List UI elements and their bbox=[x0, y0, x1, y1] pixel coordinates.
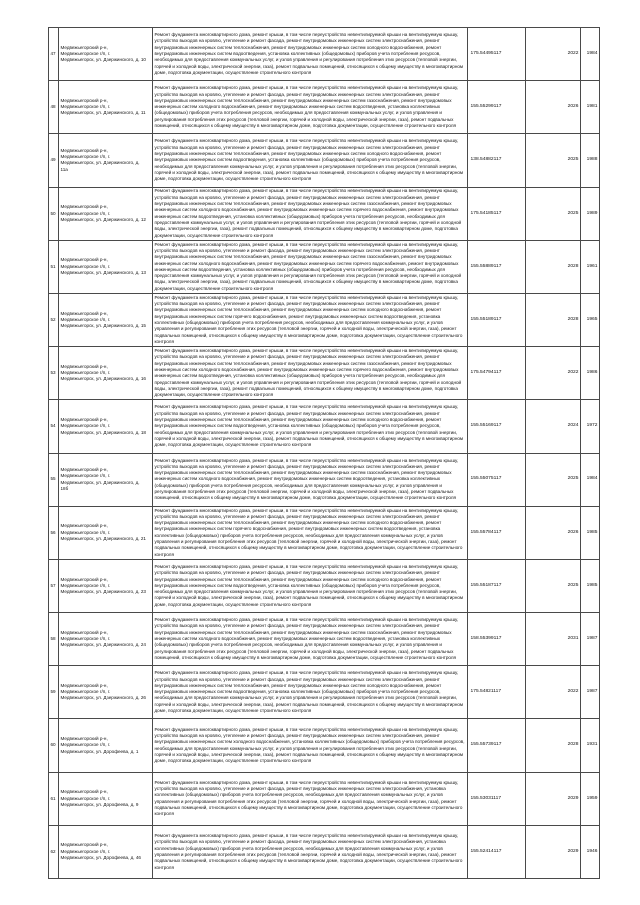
plan-year-cell bbox=[526, 294, 581, 347]
address-line: Медвежьегорское г/п, г. bbox=[60, 50, 111, 56]
row-number-cell bbox=[49, 28, 59, 81]
code-cell bbox=[468, 826, 526, 879]
address bbox=[61, 683, 151, 702]
table-row bbox=[49, 826, 600, 879]
row-number-cell bbox=[49, 347, 59, 400]
built-year: 1986 bbox=[586, 370, 598, 376]
code-value: 175.54495117 bbox=[470, 50, 502, 56]
works-text: Ремонт фундамента многоквартирного дома, ремонт крыши, в том числе переустройство невентилируемой крыши на вентилируемую крышу, устройство выходов на кровлю, утепление и ремонт фасада, ремонт внутридомовых инженерных систем электроснабжения, ремонт внутридомовых инженерных систем теплоснабжения, ремонт внутридомовых инженерных систем холодного водоснабжения, ремонт внутридомовых инженерных систем водоотведения, установка коллективных (общедомовых) приборов учета потребления ресурсов, необходимых для предоставления коммунальных услуг, и узлов управления и регулирования потребления этих ресурсов (тепловой энергии, горячей и холодной воды, электрической энергии, газа), ремонт подвальных помещений, относящихся к общему имуществу в многоквартирном доме, подготовка документации, осуществление строительного контроля bbox=[154, 404, 464, 448]
plan-year-cell bbox=[526, 134, 581, 187]
works-cell bbox=[153, 188, 468, 241]
address-cell bbox=[59, 613, 153, 666]
built-year: 1984 bbox=[586, 476, 598, 482]
works-cell bbox=[153, 719, 468, 772]
row-number: 55 bbox=[50, 476, 56, 482]
plan-year-cell bbox=[526, 719, 581, 772]
address-line: Медвежьегорский р-н, bbox=[60, 97, 108, 103]
built-year: 1972 bbox=[586, 423, 598, 429]
works-text: Ремонт фундамента многоквартирного дома, ремонт крыши, в том числе переустройство невентилируемой крыши на вентилируемую крышу, устройство выходов на кровлю, утепление и ремонт фасада, ремонт внутридомовых инженерных систем электроснабжения, ремонт внутридомовых инженерных систем теплоснабжения, ремонт внутридомовых инженерных систем газоснабжения, ремонт внутридомовых инженерных систем холодного водоснабжения, ремонт внутридомовых инженерных систем водоотведения, установка коллективных (общедомовых) приборов учета потребления ресурсов, необходимых для предоставления коммунальных услуг, и узлов управления и регулирования потребления этих ресурсов (тепловой энергии, горячей и холодной воды, электрической энергии, газа), ремонт подвальных помещений, относящихся к общему имуществу в многоквартирном доме, подготовка документации, осуществление строительного контроля bbox=[154, 85, 459, 129]
address-line: Медвежьегорский р-н, bbox=[60, 44, 108, 50]
plan-year: 2028 bbox=[567, 263, 579, 269]
row-number-cell bbox=[49, 241, 59, 294]
plan-year: 2029 bbox=[567, 848, 579, 854]
works-cell bbox=[153, 347, 468, 400]
address-cell bbox=[59, 454, 153, 507]
code-cell bbox=[468, 560, 526, 613]
code-cell bbox=[468, 507, 526, 560]
built-year-cell bbox=[581, 560, 600, 613]
code-cell bbox=[468, 666, 526, 719]
address-line: Медвежьегорское г/п, г. bbox=[60, 795, 111, 801]
works-cell bbox=[153, 454, 468, 507]
works-text: Ремонт фундамента многоквартирного дома, ремонт крыши, в том числе переустройство невентилируемой крыши на вентилируемую крышу, устройство выходов на кровлю, утепление и ремонт фасада, ремонт внутридомовых инженерных систем электроснабжения, ремонт внутридомовых инженерных систем теплоснабжения, ремонт внутридомовых инженерных систем холодного водоснабжения, ремонт внутридомовых инженерных систем горячего водоснабжения, ремонт внутридомовых инженерных систем водоотведения, установка коллективных (общедомовых) приборов учета потребления ресурсов, необходимых для предоставления коммунальных услуг, и узлов управления и регулирования потребления этих ресурсов (тепловой энергии, горячей и холодной воды, электрической энергии, газа), ремонт подвальных помещений, относящихся к общему имуществу в многоквартирном доме, подготовка документации, осуществление строительного контроля bbox=[154, 507, 463, 557]
plan-year: 2029 bbox=[567, 795, 579, 801]
address-line: Медвежьегорский р-н, bbox=[60, 363, 108, 369]
address-line: Медвежьегорское г/п, г. bbox=[60, 529, 111, 535]
built-year: 1988 bbox=[586, 157, 598, 163]
address bbox=[61, 630, 151, 649]
code-cell bbox=[468, 294, 526, 347]
address-cell bbox=[59, 826, 153, 879]
plan-year-cell bbox=[526, 507, 581, 560]
works-text: Ремонт фундамента многоквартирного дома, ремонт крыши, в том числе переустройство невентилируемой крыши на вентилируемую крышу, устройство выходов на кровлю, утепление и ремонт фасада, ремонт внутридомовых инженерных систем электроснабжения, ремонт внутридомовых инженерных систем теплоснабжения, ремонт внутридомовых инженерных систем холодного водоснабжения, ремонт внутридомовых инженерных систем водоотведения, установка коллективных (общедомовых) приборов учета потребления ресурсов, необходимых для предоставления коммунальных услуг, и узлов управления и регулирования потребления этих ресурсов (тепловой энергии, горячей и холодной воды, электрической энергии, газа), ремонт подвальных помещений, относящихся к общему имуществу в многоквартирном доме, подготовка документации, осуществление строительного контроля bbox=[154, 563, 464, 607]
built-year: 1981 bbox=[586, 104, 598, 110]
works-text: Ремонт фундамента многоквартирного дома, ремонт крыши, в том числе переустройство невентилируемой крыши на вентилируемую крышу, устройство выходов на кровлю, утепление и ремонт фасада, ремонт внутридомовых инженерных систем электроснабжения, ремонт внутридомовых инженерных систем теплоснабжения, ремонт внутридомовых инженерных систем газоснабжения, ремонт внутридомовых инженерных систем холодного водоснабжения, ремонт внутридомовых инженерных систем горячего водоснабжения, ремонт внутридомовых инженерных систем водоотведения, установка коллективных (общедомовых) приборов учета потребления ресурсов, необходимых для предоставления коммунальных услуг, и узлов управления и регулирования потребления этих ресурсов (тепловой энергии, горячей и холодной воды, электрической энергии, газа), ремонт подвальных помещений, относящихся к общему имуществу в многоквартирном доме, подготовка документации, осуществление строительного контроля bbox=[154, 188, 462, 238]
address-cell bbox=[59, 81, 153, 134]
built-year-cell bbox=[581, 294, 600, 347]
table-row bbox=[49, 719, 600, 772]
built-year-cell bbox=[581, 28, 600, 81]
table-row bbox=[49, 188, 600, 241]
works-text: Ремонт фундамента многоквартирного дома, ремонт крыши, в том числе переустройство невентилируемой крыши на вентилируемую крышу, устройство выходов на кровлю, утепление и ремонт фасада, ремонт внутридомовых инженерных систем электроснабжения, ремонт внутридомовых инженерных систем теплоснабжения, ремонт внутридомовых инженерных систем холодного водоснабжения, ремонт внутридомовых инженерных систем водоотведения, установка коллективных (общедомовых) приборов учета потребления ресурсов, необходимых для предоставления коммунальных услуг, и узлов управления и регулирования потребления этих ресурсов (тепловой энергии, горячей и холодной воды, электрической энергии, газа), ремонт подвальных помещений, относящихся к общему имуществу в многоквартирном доме, подготовка документации, осуществление строительного контроля bbox=[154, 670, 464, 714]
row-number-cell bbox=[49, 773, 59, 826]
address-cell bbox=[59, 560, 153, 613]
plan-year: 2022 bbox=[567, 50, 579, 56]
address-line: Медвежьегорск, ул. Дорофеева, д. 9 bbox=[60, 801, 139, 807]
plan-year-cell bbox=[526, 241, 581, 294]
table-row bbox=[49, 560, 600, 613]
built-year: 1946 bbox=[586, 848, 598, 854]
plan-year-cell bbox=[526, 826, 581, 879]
row-number-cell bbox=[49, 826, 59, 879]
code-value: 155.55889117 bbox=[470, 263, 502, 269]
address-cell bbox=[59, 400, 153, 453]
address bbox=[61, 736, 151, 755]
built-year: 1987 bbox=[586, 689, 598, 695]
works-text: Ремонт фундамента многоквартирного дома, ремонт крыши, в том числе переустройство невентилируемой крыши на вентилируемую крышу, устройство выходов на кровлю, утепление и ремонт фасада, ремонт внутридомовых инженерных систем электроснабжения, ремонт внутридомовых инженерных систем теплоснабжения, ремонт внутридомовых инженерных систем холодного водоснабжения, ремонт внутридомовых инженерных систем водоотведения, установка коллективных (общедомовых) приборов учета потребления ресурсов, необходимых для предоставления коммунальных услуг, и узлов управления и регулирования потребления этих ресурсов (тепловой энергии, горячей и холодной воды, электрической энергии, газа), ремонт подвальных помещений, относящихся к общему имуществу в многоквартирном доме, подготовка документации, осуществление строительного контроля bbox=[154, 32, 464, 75]
built-year: 1961 bbox=[586, 263, 598, 269]
address-line: Медвежьегорск, ул. Дзержинского, д. 12 bbox=[60, 216, 146, 222]
code-value: 155.55169117 bbox=[470, 423, 502, 429]
address-cell bbox=[59, 294, 153, 347]
table-row bbox=[49, 294, 600, 347]
built-year: 1989 bbox=[586, 210, 598, 216]
row-number: 59 bbox=[50, 689, 56, 695]
address-cell bbox=[59, 773, 153, 826]
built-year: 1931 bbox=[586, 742, 598, 748]
address-cell bbox=[59, 719, 153, 772]
address bbox=[61, 311, 151, 330]
code-value: 155.52414117 bbox=[470, 848, 502, 854]
works-cell bbox=[153, 507, 468, 560]
works-text: Ремонт фундамента многоквартирного дома, ремонт крыши, в том числе переустройство невентилируемой крыши на вентилируемую крышу, устройство выходов на кровлю, утепление и ремонт фасада, ремонт внутридомовых инженерных систем электроснабжения, установка коллективных (общедомовых) приборов учета потребления ресурсов, необходимых для предоставления коммунальных услуг, и узлов управления и регулирования потребления этих ресурсов (тепловой энергии, горячей и холодной воды, электрической энергии, газа), ремонт подвальных помещений, относящихся к общему имуществу в многоквартирном доме, подготовка документации, осуществление строительного контроля bbox=[154, 779, 463, 817]
works-table bbox=[48, 27, 600, 879]
code-value: 155.55189117 bbox=[470, 316, 502, 322]
plan-year-cell bbox=[526, 454, 581, 507]
address-line: Медвежьегорское г/п, г. bbox=[60, 423, 111, 429]
address-line: Медвежьегорское г/п, г. bbox=[60, 689, 111, 695]
works-text: Ремонт фундамента многоквартирного дома, ремонт крыши, в том числе переустройство невентилируемой крыши на вентилируемую крышу, устройство выходов на кровлю, утепление и ремонт фасада, ремонт внутридомовых инженерных систем электроснабжения, установка коллективных (общедомовых) приборов учета потребления ресурсов, необходимых для предоставления коммунальных услуг, и узлов управления и регулирования потребления этих ресурсов (тепловой энергии, горячей и холодной воды, электрической энергии, газа), ремонт подвальных помещений, относящихся к общему имуществу в многоквартирном доме, подготовка документации, осуществление строительного контроля bbox=[154, 833, 463, 870]
row-number: 57 bbox=[50, 582, 56, 588]
address bbox=[61, 204, 151, 223]
works-text: Ремонт фундамента многоквартирного дома, ремонт крыши, в том числе переустройство невентилируемой крыши на вентилируемую крышу, устройство выходов на кровлю, утепление и ремонт фасада, ремонт внутридомовых инженерных систем электроснабжения, ремонт внутридомовых инженерных систем теплоснабжения, ремонт внутридомовых инженерных систем холодного водоснабжения, ремонт внутридомовых инженерных систем водоотведения, установка коллективных (общедомовых) приборов учета потребления ресурсов, необходимых для предоставления коммунальных услуг, и узлов управления и регулирования потребления этих ресурсов (тепловой энергии, горячей и холодной воды, электрической энергии, газа), ремонт подвальных помещений, относящихся к общему имуществу в многоквартирном доме, подготовка документации, осуществление строительного контроля bbox=[154, 138, 464, 182]
works-cell bbox=[153, 666, 468, 719]
code-cell bbox=[468, 613, 526, 666]
code-value: 155.55187117 bbox=[470, 582, 502, 588]
works-cell bbox=[153, 241, 468, 294]
built-year: 1985 bbox=[586, 582, 598, 588]
address-cell bbox=[59, 347, 153, 400]
address bbox=[61, 148, 151, 173]
row-number-cell bbox=[49, 719, 59, 772]
plan-year: 2028 bbox=[567, 316, 579, 322]
built-year-cell bbox=[581, 826, 600, 879]
address-cell bbox=[59, 188, 153, 241]
address bbox=[61, 523, 151, 542]
address-line: Медвежьегорск, ул. Дзержинского, д. 13 bbox=[60, 269, 146, 275]
row-number: 48 bbox=[50, 104, 56, 110]
built-year: 1965 bbox=[586, 316, 598, 322]
address-cell bbox=[59, 28, 153, 81]
works-text: Ремонт фундамента многоквартирного дома, ремонт крыши, в том числе переустройство невентилируемой крыши на вентилируемую крышу, устройство выходов на кровлю, утепление и ремонт фасада, ремонт внутридомовых инженерных систем электроснабжения, ремонт внутридомовых инженерных систем теплоснабжения, ремонт внутридомовых инженерных систем газоснабжения, ремонт внутридомовых инженерных систем холодного водоснабжения, ремонт внутридомовых инженерных систем водоотведения, установка коллективных (общедомовых) приборов учета потребления ресурсов, необходимых для предоставления коммунальных услуг, и узлов управления и регулирования потребления этих ресурсов (тепловой энергии, горячей и холодной воды, электрической энергии, газа), ремонт подвальных помещений, относящихся к общему имуществу в многоквартирном доме, подготовка документации, осуществление строительного контроля bbox=[154, 617, 459, 660]
code-cell bbox=[468, 28, 526, 81]
works-cell bbox=[153, 81, 468, 134]
address-line: Медвежьегорск, ул. Дзержинского, д. 21 bbox=[60, 535, 146, 541]
row-number: 47 bbox=[50, 50, 56, 56]
address-line: Медвежьегорское г/п, г. bbox=[60, 154, 111, 160]
code-cell bbox=[468, 81, 526, 134]
address-cell bbox=[59, 666, 153, 719]
row-number: 54 bbox=[50, 423, 56, 429]
row-number: 58 bbox=[50, 636, 56, 641]
built-year-cell bbox=[581, 241, 600, 294]
works-cell bbox=[153, 613, 468, 666]
built-year-cell bbox=[581, 773, 600, 826]
code-value: 155.55299117 bbox=[470, 104, 502, 110]
code-cell bbox=[468, 347, 526, 400]
plan-year: 2028 bbox=[567, 742, 579, 748]
address-line: Медвежьегорский р-н, bbox=[60, 523, 108, 529]
works-text: Ремонт фундамента многоквартирного дома, ремонт крыши, в том числе переустройство невентилируемой крыши на вентилируемую крышу, устройство выходов на кровлю, утепление и ремонт фасада, ремонт внутридомовых инженерных систем электроснабжения, ремонт внутридомовых инженерных систем холодного водоснабжения, установка коллективных (общедомовых) приборов учета потребления ресурсов, необходимых для предоставления коммунальных услуг, и узлов управления и регулирования потребления этих ресурсов (тепловой энергии, горячей и холодной воды, электрической энергии, газа), ремонт подвальных помещений, относящихся к общему имуществу в многоквартирном доме, подготовка документации, осуществление строительного контроля bbox=[154, 726, 465, 764]
address-cell bbox=[59, 241, 153, 294]
address-cell bbox=[59, 507, 153, 560]
plan-year: 2025 bbox=[567, 157, 579, 163]
plan-year-cell bbox=[526, 666, 581, 719]
built-year: 1985 bbox=[586, 529, 598, 535]
address-line: Медвежьегорский р-н, bbox=[60, 629, 108, 635]
address-line: Медвежьегорский р-н, bbox=[60, 682, 108, 688]
address-line: Медвежьегорский р-н, bbox=[60, 736, 108, 742]
table-row bbox=[49, 241, 600, 294]
code-value: 155.55784117 bbox=[470, 529, 502, 535]
address bbox=[61, 789, 151, 808]
address-line: Медвежьегорск, ул. Дзержинского, д. 23 bbox=[60, 589, 146, 595]
code-cell bbox=[468, 400, 526, 453]
address-line: Медвежьегорское г/п, г. bbox=[60, 848, 111, 854]
plan-year-cell bbox=[526, 28, 581, 81]
address-cell bbox=[59, 134, 153, 187]
row-number-cell bbox=[49, 613, 59, 666]
plan-year: 2022 bbox=[567, 370, 579, 376]
built-year-cell bbox=[581, 134, 600, 187]
works-cell bbox=[153, 773, 468, 826]
address-line: Медвежьегорск, ул. Дзержинского, д. 10 bbox=[60, 57, 146, 63]
address-line: Медвежьегорский р-н, bbox=[60, 576, 108, 582]
address-line: Медвежьегорский р-н, bbox=[60, 310, 108, 316]
built-year-cell bbox=[581, 347, 600, 400]
plan-year: 2025 bbox=[567, 582, 579, 588]
code-cell bbox=[468, 134, 526, 187]
plan-year: 2026 bbox=[567, 104, 579, 110]
code-cell bbox=[468, 241, 526, 294]
code-value: 175.54794117 bbox=[470, 370, 502, 376]
works-cell bbox=[153, 560, 468, 613]
built-year-cell bbox=[581, 188, 600, 241]
address-line: Медвежьегорское г/п, г. bbox=[60, 316, 111, 322]
address-line: Медвежьегорск, ул. Дзержинского, д. bbox=[60, 160, 140, 166]
built-year-cell bbox=[581, 613, 600, 666]
address-line: Медвежьегорск, ул. Дзержинского, д. 26 bbox=[60, 695, 146, 701]
address-line: Медвежьегорский р-н, bbox=[60, 147, 108, 153]
plan-year: 2024 bbox=[567, 423, 579, 429]
address bbox=[61, 364, 151, 383]
row-number-cell bbox=[49, 188, 59, 241]
table-row bbox=[49, 773, 600, 826]
address-line: Медвежьегорское г/п, г. bbox=[60, 263, 111, 269]
address-line: Медвежьегорское г/п, г. bbox=[60, 742, 111, 748]
address bbox=[61, 417, 151, 436]
row-number-cell bbox=[49, 134, 59, 187]
code-cell bbox=[468, 188, 526, 241]
address bbox=[61, 257, 151, 276]
address-line: Медвежьегорское г/п, г. bbox=[60, 104, 111, 110]
row-number: 60 bbox=[50, 742, 56, 748]
works-cell bbox=[153, 28, 468, 81]
built-year: 1987 bbox=[586, 636, 598, 641]
row-number: 56 bbox=[50, 529, 56, 535]
plan-year-cell bbox=[526, 613, 581, 666]
row-number: 49 bbox=[50, 157, 56, 163]
table-row bbox=[49, 81, 600, 134]
built-year: 1984 bbox=[586, 50, 598, 56]
plan-year-cell bbox=[526, 188, 581, 241]
code-cell bbox=[468, 719, 526, 772]
code-value: 155.53031117 bbox=[470, 795, 502, 801]
table-row bbox=[49, 400, 600, 453]
row-number-cell bbox=[49, 81, 59, 134]
row-number-cell bbox=[49, 400, 59, 453]
row-number-cell bbox=[49, 666, 59, 719]
plan-year-cell bbox=[526, 347, 581, 400]
address bbox=[61, 842, 151, 861]
built-year-cell bbox=[581, 507, 600, 560]
row-number: 51 bbox=[50, 263, 56, 269]
row-number-cell bbox=[49, 560, 59, 613]
address-line: 11а bbox=[60, 166, 68, 172]
plan-year: 2025 bbox=[567, 476, 579, 482]
works-cell bbox=[153, 826, 468, 879]
plan-year-cell bbox=[526, 560, 581, 613]
code-value: 155.55739117 bbox=[470, 742, 502, 748]
row-number: 50 bbox=[50, 210, 56, 216]
works-cell bbox=[153, 294, 468, 347]
address-line: Медвежьегорск, ул. Дзержинского, д. 24 bbox=[60, 642, 146, 648]
table-row bbox=[49, 28, 600, 81]
address-line: Медвежьегорский р-н, bbox=[60, 467, 108, 472]
plan-year: 2025 bbox=[567, 210, 579, 216]
address-line: Медвежьегорское г/п, г. bbox=[60, 473, 111, 479]
address-line: Медвежьегорск, ул. Дзержинского, д. 16 bbox=[60, 376, 146, 382]
address-line: Медвежьегорское г/п, г. bbox=[60, 210, 111, 216]
address-line: Медвежьегорский р-н, bbox=[60, 204, 108, 210]
table-row bbox=[49, 613, 600, 666]
code-value: 158.55399117 bbox=[470, 636, 502, 641]
built-year-cell bbox=[581, 81, 600, 134]
address bbox=[61, 577, 151, 596]
code-value: 138.54882117 bbox=[470, 157, 502, 163]
address-line: Медвежьегорский р-н, bbox=[60, 257, 108, 263]
plan-year: 2026 bbox=[567, 529, 579, 535]
plan-year-cell bbox=[526, 773, 581, 826]
plan-year: 2031 bbox=[567, 636, 579, 641]
address-line: Медвежьегорский р-н, bbox=[60, 789, 108, 795]
address-line: 18б bbox=[60, 485, 69, 491]
address bbox=[61, 467, 151, 492]
row-number: 53 bbox=[50, 370, 56, 376]
table-row bbox=[49, 347, 600, 400]
works-text: Ремонт фундамента многоквартирного дома, ремонт крыши, в том числе переустройство невентилируемой крыши на вентилируемую крышу, устройство выходов на кровлю, утепление и ремонт фасада, ремонт внутридомовых инженерных систем электроснабжения, ремонт внутридомовых инженерных систем теплоснабжения, ремонт внутридомовых инженерных систем газоснабжения, ремонт внутридомовых инженерных систем холодного водоснабжения, ремонт внутридомовых инженерных систем водоотведения, установка коллективных (общедомовых) приборов учета потребления ресурсов, необходимых для предоставления коммунальных услуг, и узлов управления и регулирования потребления этих ресурсов (тепловой энергии, горячей и холодной воды, электрической энергии, газа), ремонт подвальных помещений, относящихся к общему имуществу в многоквартирном доме, подготовка документации, осуществление строительного контроля bbox=[154, 457, 459, 501]
table-row bbox=[49, 134, 600, 187]
code-cell bbox=[468, 454, 526, 507]
built-year-cell bbox=[581, 454, 600, 507]
row-number: 61 bbox=[50, 795, 56, 801]
table-row bbox=[49, 454, 600, 507]
plan-year: 2022 bbox=[567, 689, 579, 695]
table-row bbox=[49, 666, 600, 719]
works-text: Ремонт фундамента многоквартирного дома, ремонт крыши, в том числе переустройство невентилируемой крыши на вентилируемую крышу, устройство выходов на кровлю, утепление и ремонт фасада, ремонт внутридомовых инженерных систем электроснабжения, ремонт внутридомовых инженерных систем теплоснабжения, ремонт внутридомовых инженерных систем газоснабжения, ремонт внутридомовых инженерных систем холодного водоснабжения, ремонт внутридомовых инженерных систем горячего водоснабжения, ремонт внутридомовых инженерных систем водоотведения, установка коллективных (общедомовых) приборов учета потребления ресурсов, необходимых для предоставления коммунальных услуг, и узлов управления и регулирования потребления этих ресурсов (тепловой энергии, горячей и холодной воды, электрической энергии, газа), ремонт подвальных помещений, относящихся к общему имуществу в многоквартирном доме, подготовка документации, осуществление строительного контроля bbox=[154, 241, 462, 291]
address-line: Медвежьегорск, ул. Дорофеева, д. 46 bbox=[60, 855, 141, 861]
address-line: Медвежьегорск, ул. Дзержинского, д. bbox=[60, 479, 140, 485]
code-cell bbox=[468, 773, 526, 826]
address-line: Медвежьегорское г/п, г. bbox=[60, 370, 111, 376]
built-year: 1959 bbox=[586, 795, 598, 801]
works-cell bbox=[153, 134, 468, 187]
table-row bbox=[49, 507, 600, 560]
address-line: Медвежьегорский р-н, bbox=[60, 842, 108, 848]
code-value: 175.54185117 bbox=[470, 210, 502, 216]
address-line: Медвежьегорск, ул. Дзержинского, д. 11 bbox=[60, 110, 146, 116]
address bbox=[61, 45, 151, 64]
address bbox=[61, 98, 151, 117]
works-text: Ремонт фундамента многоквартирного дома, ремонт крыши, в том числе переустройство невентилируемой крыши на вентилируемую крышу, устройство выходов на кровлю, утепление и ремонт фасада, ремонт внутридомовых инженерных систем электроснабжения, ремонт внутридомовых инженерных систем теплоснабжения, ремонт внутридомовых инженерных систем газоснабжения, ремонт внутридомовых инженерных систем холодного водоснабжения, ремонт внутридомовых инженерных систем горячего водоснабжения, ремонт внутридомовых инженерных систем водоотведения, установка коллективных (общедомовых) приборов учета потребления ресурсов, необходимых для предоставления коммунальных услуг, и узлов управления и регулирования потребления этих ресурсов (тепловой энергии, горячей и холодной воды, электрической энергии, газа), ремонт подвальных помещений, относящихся к общему имуществу в многоквартирном доме, подготовка документации, осуществление строительного контроля bbox=[154, 348, 462, 398]
row-number-cell bbox=[49, 507, 59, 560]
row-number: 62 bbox=[50, 848, 56, 854]
address-line: Медвежьегорск, ул. Дзержинского, д. 18 bbox=[60, 429, 146, 435]
works-text: Ремонт фундамента многоквартирного дома, ремонт крыши, в том числе переустройство невентилируемой крыши на вентилируемую крышу, устройство выходов на кровлю, утепление и ремонт фасада, ремонт внутридомовых инженерных систем электроснабжения, ремонт внутридомовых инженерных систем теплоснабжения, ремонт внутридомовых инженерных систем холодного водоснабжения, ремонт внутридомовых инженерных систем горячего водоснабжения, ремонт внутридомовых инженерных систем водоотведения, установка коллективных (общедомовых) приборов учета потребления ресурсов, необходимых для предоставления коммунальных услуг, и узлов управления и регулирования потребления этих ресурсов (тепловой энергии, горячей и холодной воды, электрической энергии, газа), ремонт подвальных помещений, относящихся к общему имуществу в многоквартирном доме, подготовка документации, осуществление строительного контроля bbox=[154, 294, 463, 344]
built-year-cell bbox=[581, 400, 600, 453]
built-year-cell bbox=[581, 666, 600, 719]
address-line: Медвежьегорск, ул. Дорофеева, д. 1 bbox=[60, 748, 139, 754]
address-line: Медвежьегорск, ул. Дзержинского, д. 15 bbox=[60, 323, 146, 329]
works-cell bbox=[153, 400, 468, 453]
address-line: Медвежьегорское г/п, г. bbox=[60, 636, 111, 641]
code-value: 155.55075117 bbox=[470, 476, 502, 482]
built-year-cell bbox=[581, 719, 600, 772]
row-number-cell bbox=[49, 294, 59, 347]
address-line: Медвежьегорское г/п, г. bbox=[60, 582, 111, 588]
code-value: 175.54821117 bbox=[470, 689, 502, 695]
row-number-cell bbox=[49, 454, 59, 507]
address-line: Медвежьегорский р-н, bbox=[60, 416, 108, 422]
row-number: 52 bbox=[50, 316, 56, 322]
plan-year-cell bbox=[526, 400, 581, 453]
plan-year-cell bbox=[526, 81, 581, 134]
